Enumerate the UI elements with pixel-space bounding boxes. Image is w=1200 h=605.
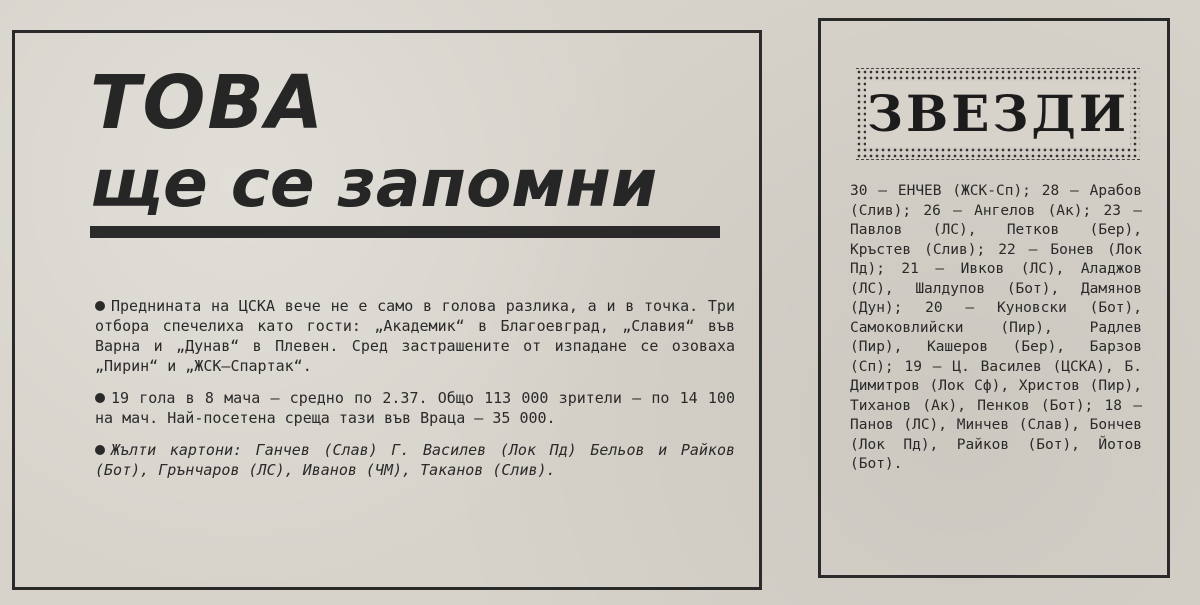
article-paragraph-2: [95, 388, 735, 428]
paragraph-text: Жълти картони: Ганчев (Слав) Г. Василев (Лок Пд) Бельов и Райков (Бот), Грънчаров (ЛС), Иванов (ЧМ), Таканов (Слив).: [95, 441, 735, 479]
headline-underline: [90, 226, 720, 238]
headline-line-1: ТОВА: [90, 60, 326, 146]
headline-line-2: ще се запомни: [90, 145, 658, 222]
paragraph-text: 19 гола в 8 мача — средно по 2.37. Общо 113 000 зрители — по 14 100 на мач. Най-посетена среща тази във Враца — 35 000.: [95, 389, 735, 427]
article-paragraph-3: [95, 440, 735, 480]
article-paragraph-1: [95, 296, 735, 376]
bullet-icon: [95, 393, 105, 403]
bullet-icon: [95, 445, 105, 455]
paragraph-text: Преднината на ЦСКА вече не е само в голова разлика, а и в точка. Три отбора спечелиха като гости: „Академик“ в Благоевград, „Славия“ във Варна и „Дунав“ в Плевен. Сред застрашените от изпадане се озоваха „Пирин“ и „ЖСК—Спартак“.: [95, 297, 735, 375]
article-body: [95, 296, 735, 492]
stars-title: ЗВЕЗДИ: [866, 81, 1130, 147]
stars-title-banner: [856, 68, 1140, 160]
stars-ranking-text: 30 — ЕНЧЕВ (ЖСК-Сп); 28 — Арабов (Слив); 26 — Ангелов (Ак); 23 — Павлов (ЛС), Петков (Бер), Кръстев (Слив); 22 — Бонев (Лок Пд); 21 — Ивков (ЛС), Аладжов (ЛС), Шалдупов (Бот), Дамянов (Дун); 20 — Куновски (Бот), Самоковлийски (Пир), Радлев (Пир), Кашеров (Бер), Барзов (Сп); 19 — Ц. Василев (ЦСКА), Б. Димитров (Лок Сф), Христов (Пир), Тиханов (Ак), Пенков (Бот); 18 — Панов (ЛС), Минчев (Слав), Бончев (Лок Пд), Райков (Бот), Йотов (Бот).: [850, 183, 1142, 472]
bullet-icon: [95, 301, 105, 311]
